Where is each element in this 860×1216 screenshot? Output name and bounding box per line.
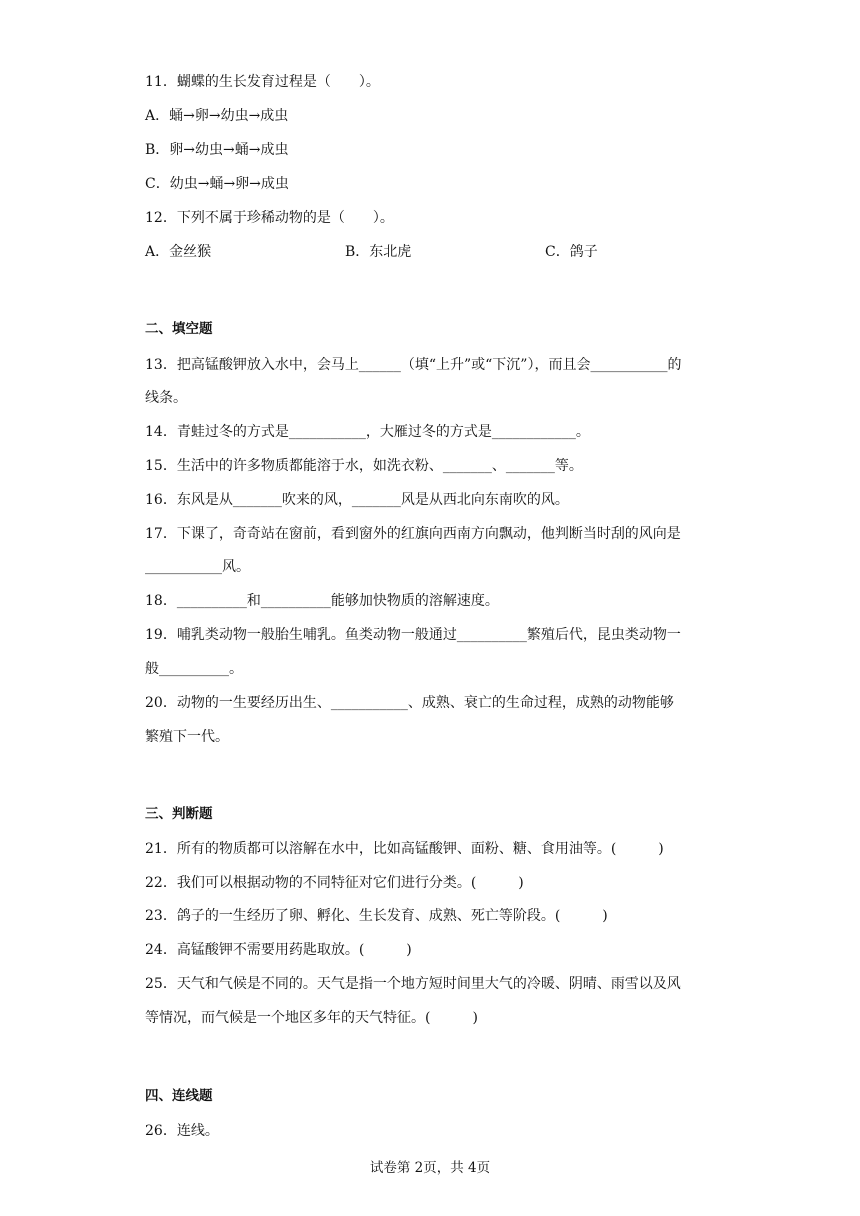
q25-line1: 25．天气和气候是不同的。天气是指一个地方短时间里大气的冷暖、阴晴、雨雪以及风 (145, 976, 681, 992)
q17-line2: ___________风。 (145, 559, 250, 575)
q17-line1: 17．下课了，奇奇站在窗前，看到窗外的红旗向西南方向飘动，他判断当时刮的风向是 (145, 526, 681, 542)
q25-line2: 等情况，而气候是一个地区多年的天气特征。( ) (145, 1010, 478, 1026)
q20-line1: 20．动物的一生要经历出生、___________、成熟、衰亡的生命过程，成熟的动物能够 (145, 695, 674, 711)
page-footer: 试卷第 2页，共 4页 (369, 1160, 491, 1176)
q11: 11．蝴蝶的生长发育过程是（ ）。 (145, 74, 380, 90)
q15: 15．生活中的许多物质都能溶于水，如洗衣粉、_______、_______等。 (145, 458, 583, 474)
section-heading-matching: 四、连线题 (145, 1088, 213, 1104)
q21: 21．所有的物质都可以溶解在水中，比如高锰酸钾、面粉、糖、食用油等。( ) (145, 841, 664, 857)
q12: 12．下列不属于珍稀动物的是（ ）。 (145, 210, 394, 226)
q12-option-c: C．鸽子 (545, 244, 598, 260)
q11-option-b: B．卵→幼虫→蛹→成虫 (145, 142, 289, 158)
section-heading-fill-blank: 二、填空题 (145, 321, 213, 337)
q18: 18．__________和__________能够加快物质的溶解速度。 (145, 593, 499, 609)
q13-line1: 13．把高锰酸钾放入水中，会马上______（填“上升”或“下沉”），而且会___________的 (145, 357, 682, 373)
q11-option-a: A．蛹→卵→幼虫→成虫 (145, 108, 289, 124)
q14: 14．青蛙过冬的方式是___________，大雁过冬的方式是____________。 (145, 424, 590, 440)
q16: 16．东风是从_______吹来的风，_______风是从西北向东南吹的风。 (145, 492, 569, 508)
q24: 24．高锰酸钾不需要用药匙取放。( ) (145, 942, 412, 958)
q19-line1: 19．哺乳类动物一般胎生哺乳。鱼类动物一般通过__________繁殖后代，昆虫类动物一 (145, 627, 681, 643)
q12-option-b: B．东北虎 (345, 244, 412, 260)
q20-line2: 繁殖下一代。 (145, 729, 229, 745)
q19-line2: 般__________。 (145, 661, 243, 677)
q12-option-a: A．金丝猴 (145, 244, 212, 260)
section-heading-true-false: 三、判断题 (145, 806, 213, 822)
q26: 26．连线。 (145, 1123, 219, 1139)
q13-line2: 线条。 (145, 390, 187, 406)
q11-option-c: C．幼虫→蛹→卵→成虫 (145, 176, 289, 192)
q23: 23．鸽子的一生经历了卵、孵化、生长发育、成熟、死亡等阶段。( ) (145, 908, 608, 924)
q22: 22．我们可以根据动物的不同特征对它们进行分类。( ) (145, 875, 524, 891)
